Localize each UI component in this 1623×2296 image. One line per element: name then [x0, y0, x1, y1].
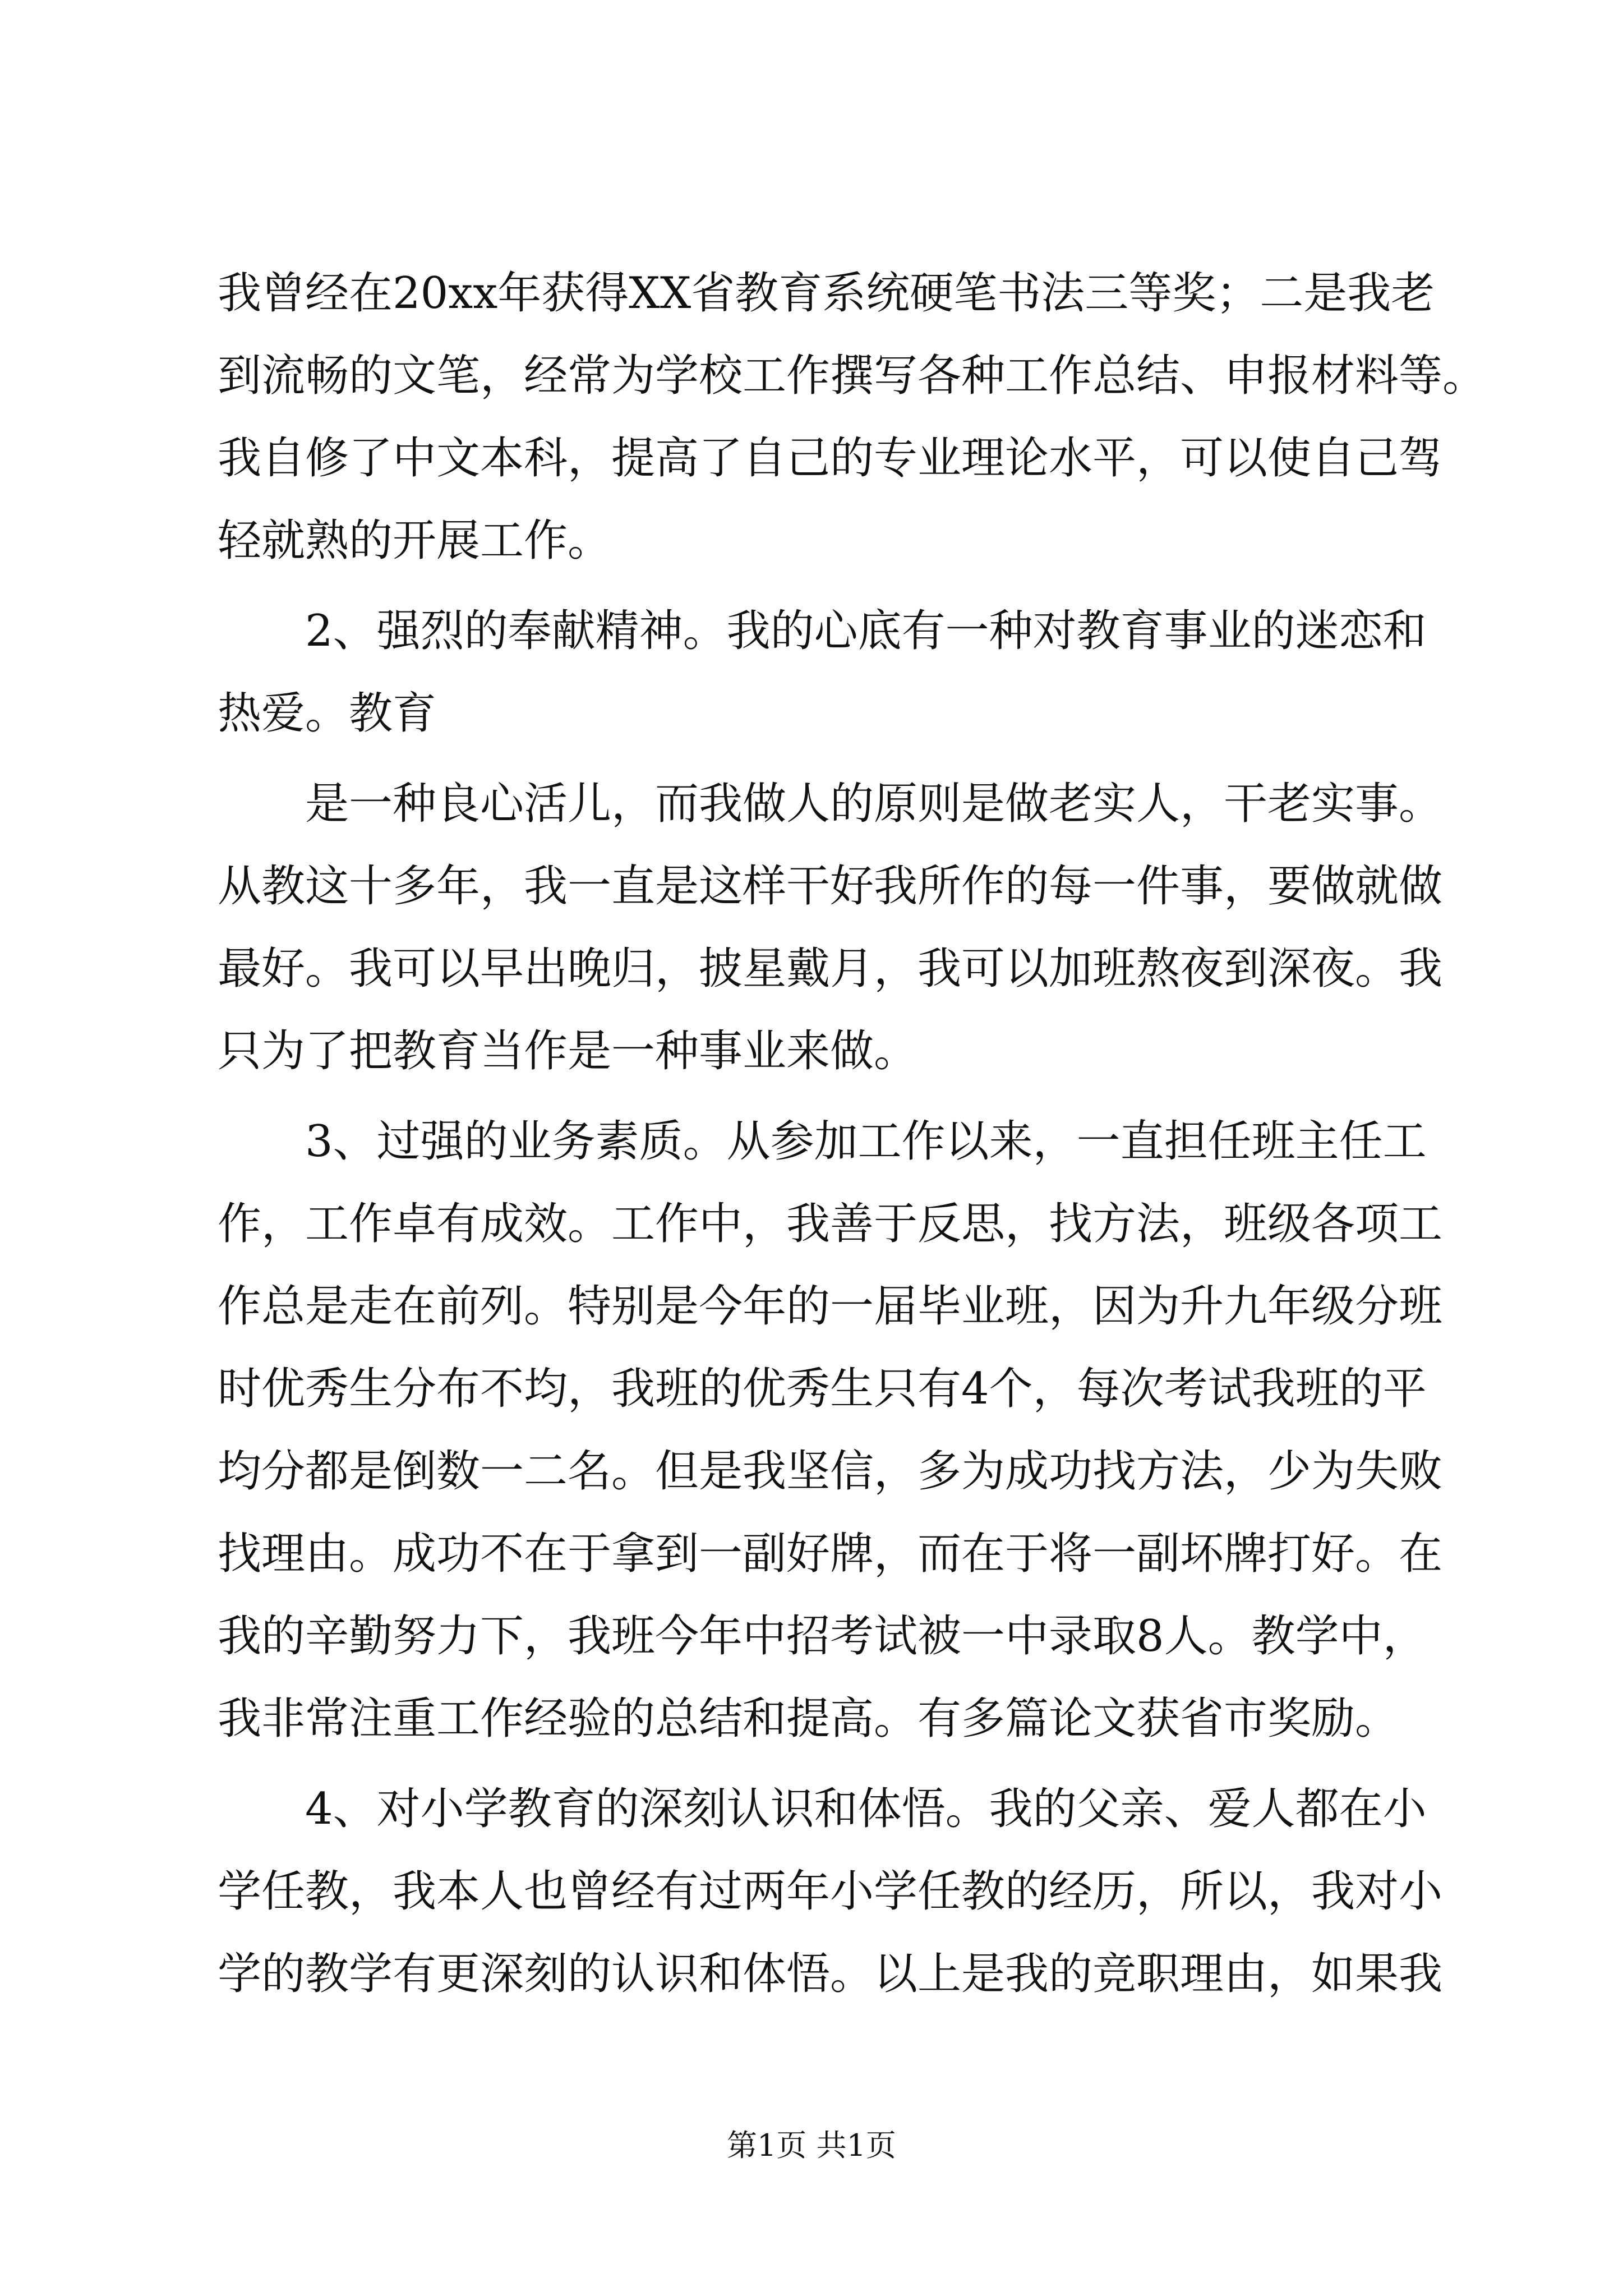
- text-line: 只为了把教育当作是一种事业来做。: [218, 1026, 918, 1076]
- text-line: 我非常注重工作经验的总结和提高。有多篇论文获省市奖励。: [218, 1694, 1399, 1744]
- text-line: 学的教学有更深刻的认识和体悟。以上是我的竞职理由，如果我: [218, 1949, 1443, 1999]
- text-line: 热爱。教育: [218, 688, 437, 739]
- text-line: 最好。我可以早出晚归，披星戴月，我可以加班熬夜到深夜。我: [218, 944, 1443, 994]
- text-line: 时优秀生分布不均，我班的优秀生只有4个，每次考试我班的平: [218, 1364, 1427, 1414]
- text-line: 4、对小学教育的深刻认识和体悟。我的父亲、爱人都在小: [305, 1784, 1427, 1834]
- page-number: 第1页 共1页: [727, 2128, 896, 2163]
- text-line: 是一种良心活儿，而我做人的原则是做老实人，干老实事。: [305, 779, 1443, 829]
- text-line: 作，工作卓有成效。工作中，我善于反思，找方法，班级各项工: [218, 1199, 1443, 1249]
- text-line: 我自修了中文本科，提高了自己的专业理论水平，可以使自己驾: [218, 433, 1443, 484]
- text-line: 我的辛勤努力下，我班今年中招考试被一中录取8人。教学中，: [218, 1611, 1427, 1662]
- paragraph-4: [218, 1101, 1443, 1760]
- page-footer: [0, 2126, 1623, 2165]
- text-line: 学任教，我本人也曾经有过两年小学任教的经历，所以，我对小: [218, 1866, 1443, 1917]
- text-line: 找理由。成功不在于拿到一副好牌，而在于将一副坏牌打好。在: [218, 1529, 1443, 1579]
- text-line: 作总是走在前列。特别是今年的一届毕业班，因为升九年级分班: [218, 1281, 1443, 1332]
- paragraph-1: [218, 252, 1487, 582]
- paragraph-3: [218, 763, 1443, 1093]
- text-line: 从教这十多年，我一直是这样干好我所作的每一件事，要做就做: [218, 861, 1443, 912]
- document-body: [218, 252, 1487, 2023]
- text-line: 2、强烈的奉献精神。我的心底有一种对教育事业的迷恋和: [305, 606, 1427, 656]
- text-line: 到流畅的文笔，经常为学校工作撰写各种工作总结、申报材料等。: [218, 351, 1487, 401]
- text-line: 我曾经在20xx年获得XX省教育系统硬笔书法三等奖；二是我老: [218, 268, 1435, 319]
- text-line: 均分都是倒数一二名。但是我坚信，多为成功找方法，少为失败: [218, 1446, 1443, 1497]
- paragraph-2: [218, 590, 1427, 755]
- text-line: 轻就熟的开展工作。: [218, 516, 612, 566]
- paragraph-5: [218, 1768, 1443, 2016]
- text-line: 3、过强的业务素质。从参加工作以来，一直担任班主任工: [305, 1116, 1427, 1167]
